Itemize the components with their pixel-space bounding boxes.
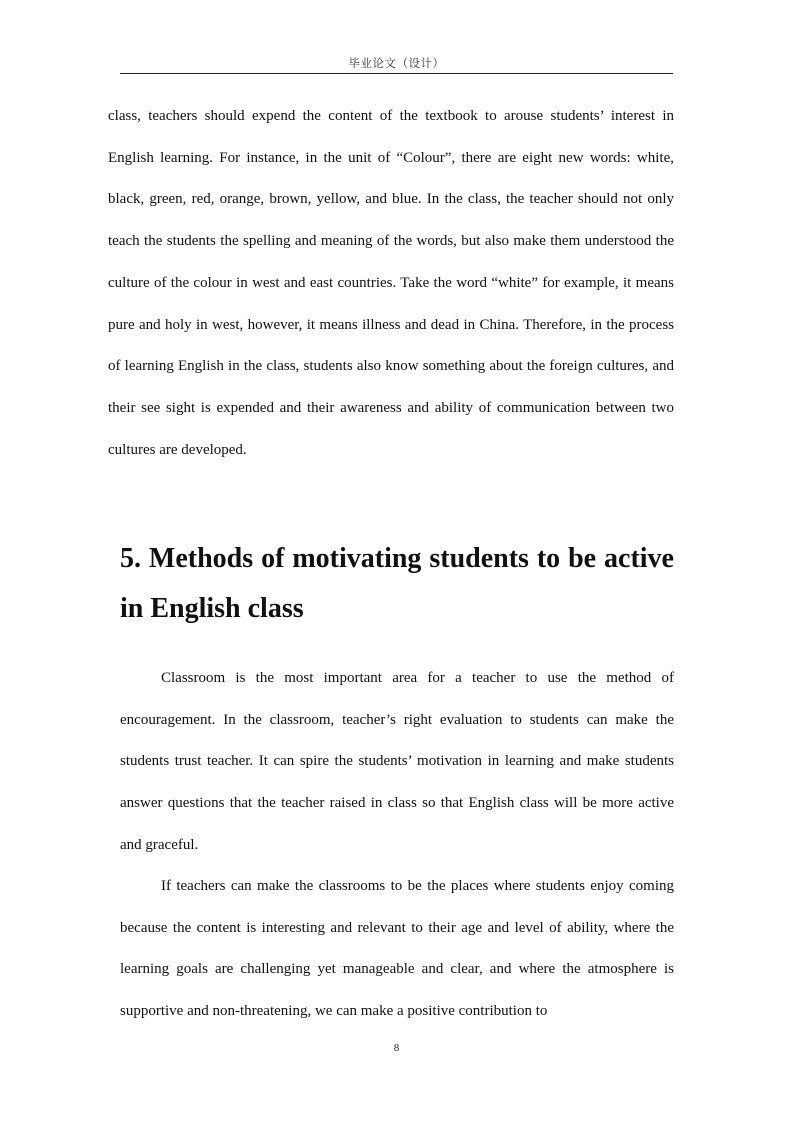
body-paragraph-1: class, teachers should expend the content of the textbook to arouse students’ interest in English learning. For instance, in the unit of “Colour”, there are eight new words: white, black, green, red, orange, brown, yellow, and blue. In the class, the teacher should not only teach the students the spelling and meaning of the words, but also make them understood the culture of the colour in west and east countries. Take the word “white” for example, it means pure and holy in west, however, it means illness and dead in China. Therefore, in the process of learning English in the class, students also know something about the foreign cultures, and their see sight is expended and their awareness and ability of communication between two cultures are developed. [108,108,674,458]
section-heading: 5. Methods of motivating students to be active in English class [120,543,674,624]
page-header-title: 毕业论文（设计） [348,56,445,70]
body-paragraph-2: Classroom is the most important area for a teacher to use the method of encouragement. In the classroom, teacher’s right evaluation to students can make the students trust teacher. It can spire the students’ motivation in learning and make students answer questions that the teacher raised in class so that English class will be more active and graceful. [120,670,674,853]
header-divider [120,73,673,74]
body-paragraph-3: If teachers can make the classrooms to be the places where students enjoy coming because the content is interesting and relevant to their age and level of ability, where the learning goals are challenging yet manageable and clear, and where the atmosphere is supportive and non-threatening, we can make a positive contribution to [120,878,674,1020]
page-number: 8 [393,1042,400,1054]
